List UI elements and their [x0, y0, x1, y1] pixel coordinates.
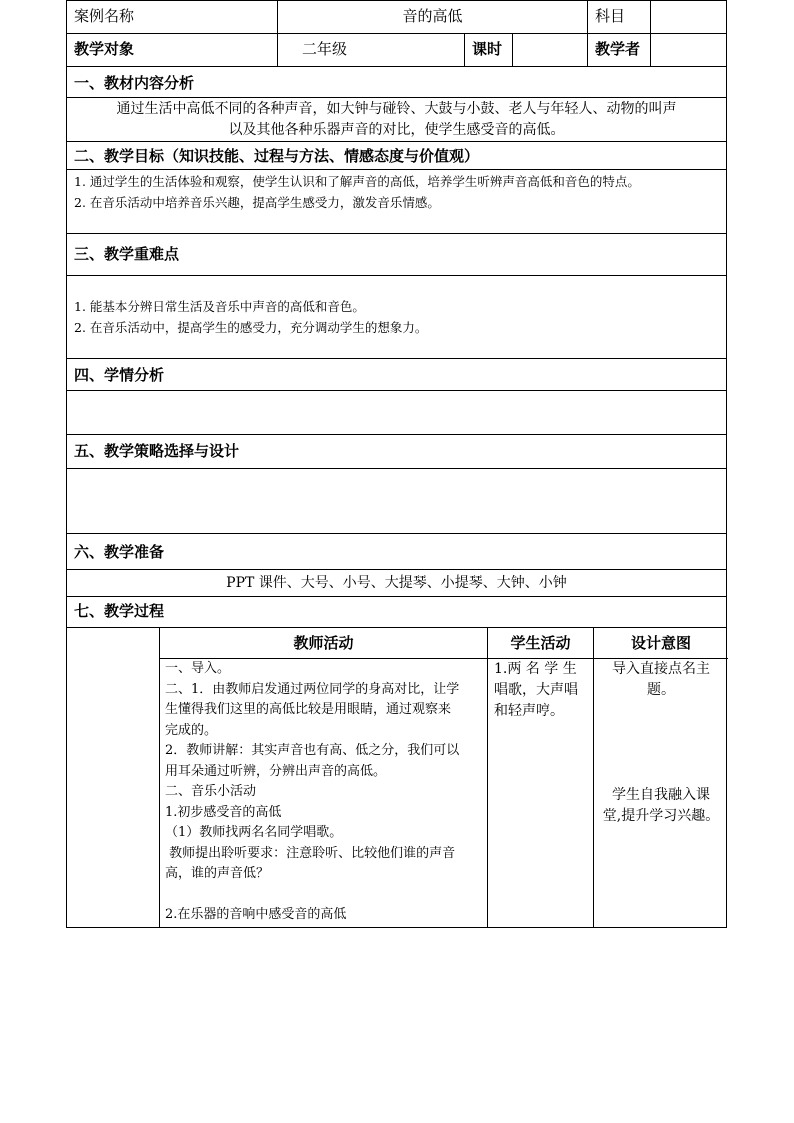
teacher-line: 1.初步感受音的高低 — [165, 804, 282, 820]
section-4-title: 四、学情分析 — [74, 366, 165, 384]
design-line: 题。 — [647, 682, 675, 698]
section-2-title-row — [66, 141, 727, 169]
section-6-title-row — [66, 533, 727, 569]
section-7-title-row — [66, 596, 727, 627]
process-header-row — [66, 627, 727, 658]
subject-value — [650, 1, 728, 33]
section-4-title-row — [66, 358, 727, 390]
teacher-line — [165, 885, 482, 906]
design-line: 导入直接点名主 — [612, 661, 710, 677]
teacher-line: 一、导入。 — [165, 661, 231, 676]
section-2-content — [67, 170, 726, 213]
section-6-title: 六、教学准备 — [74, 543, 165, 561]
student-line: 和轻声哼。 — [494, 703, 564, 719]
section-3-content-row — [66, 275, 727, 358]
case-name-label: 案例名称 — [74, 7, 135, 25]
section-1-content-row — [66, 97, 727, 141]
design-intent-cell — [593, 658, 728, 928]
teacher-line: 二、音乐小活动 — [165, 784, 257, 799]
col-teacher-activity: 教师活动 — [159, 628, 487, 658]
section-7-title: 七、教学过程 — [74, 602, 165, 620]
section-1-title-row — [66, 66, 727, 97]
section-2-content-row — [66, 169, 727, 233]
process-blank-column — [67, 628, 159, 658]
teacher-line: 生懂得我们这里的高低比较是用眼睛，通过观察来 — [165, 702, 452, 717]
design-line — [594, 722, 728, 743]
section-5-title-row — [66, 434, 727, 468]
section-5-title: 五、教学策略选择与设计 — [74, 442, 240, 460]
period-label: 课时 — [464, 34, 512, 66]
section-4-content-row — [66, 390, 727, 434]
key-point-1: 1. 能基本分辨日常生活及音乐中声音的高低和音色。 — [74, 299, 365, 314]
teacher-line: 教师提出聆听要求：注意聆听、比较他们谁的声音 — [165, 845, 456, 861]
teacher-line: 二、1．由教师启发通过两位同学的身高对比，让学 — [165, 681, 460, 697]
table-bottom-border — [66, 927, 727, 928]
section-3-title-row — [66, 233, 727, 275]
student-activity-cell — [487, 658, 593, 928]
section-6-content: PPT 课件、大号、小号、大提琴、小提琴、大钟、小钟 — [226, 575, 567, 591]
teacher-line: 2.在乐器的音响中感受音的高低 — [165, 907, 347, 922]
teacher-line: （1）教师找两名名同学唱歌。 — [165, 825, 343, 840]
section-6-content-row — [66, 569, 727, 596]
section-1-content — [67, 98, 726, 141]
section-1-line-1: 通过生活中高低不同的各种声音，如大钟与碰铃、大鼓与小鼓、老人与年轻人、动物的叫声 — [116, 101, 677, 117]
process-blank-cell — [67, 658, 159, 928]
header-row-1 — [66, 0, 727, 33]
target-value: 二年级 — [277, 34, 464, 66]
subject-label: 科目 — [587, 1, 650, 33]
case-name-value: 音的高低 — [277, 1, 587, 33]
section-3-title: 三、教学重难点 — [74, 245, 180, 263]
target-label: 教学对象 — [74, 40, 135, 58]
design-line — [594, 701, 728, 722]
teacher-label: 教学者 — [587, 34, 650, 66]
col-student-activity: 学生活动 — [487, 628, 593, 658]
design-line — [594, 743, 728, 764]
design-line: 学生自我融入课 — [612, 787, 710, 803]
section-3-content — [67, 276, 726, 338]
col-design-intent: 设计意图 — [593, 628, 728, 658]
section-1-line-2: 以及其他各种乐器声音的对比，使学生感受音的高低。 — [228, 122, 565, 138]
teacher-line: 完成的。 — [165, 722, 218, 738]
teacher-line: 2．教师讲解：其实声音也有高、低之分，我们可以 — [165, 743, 460, 758]
design-line: 堂,提升学习兴趣。 — [602, 808, 720, 824]
section-2-title: 二、教学目标（知识技能、过程与方法、情感态度与价值观） — [74, 147, 480, 165]
goal-item-2: 2. 在音乐活动中培养音乐兴趣，提高学生感受力，激发音乐情感。 — [74, 195, 440, 210]
student-line: 唱歌，大声唱 — [494, 682, 578, 698]
goal-item-1: 1. 通过学生的生活体验和观察，使学生认识和了解声音的高低，培养学生听辨声音高低和音色的特点。 — [74, 174, 640, 189]
key-point-2: 2. 在音乐活动中，提高学生的感受力，充分调动学生的想象力。 — [74, 320, 428, 335]
section-5-content-row — [66, 468, 727, 533]
design-line — [594, 764, 728, 785]
teacher-line: 高，谁的声音低？ — [165, 866, 270, 881]
teacher-value — [650, 34, 728, 66]
teacher-activity-cell — [159, 658, 487, 928]
student-line: 1.两 名 学 生 — [494, 661, 577, 677]
header-row-2 — [66, 33, 727, 66]
teacher-line: 用耳朵通过听辨，分辨出声音的高低。 — [165, 763, 387, 779]
section-1-title: 一、教材内容分析 — [74, 74, 195, 92]
period-value — [512, 34, 587, 66]
process-body-row — [66, 658, 727, 928]
